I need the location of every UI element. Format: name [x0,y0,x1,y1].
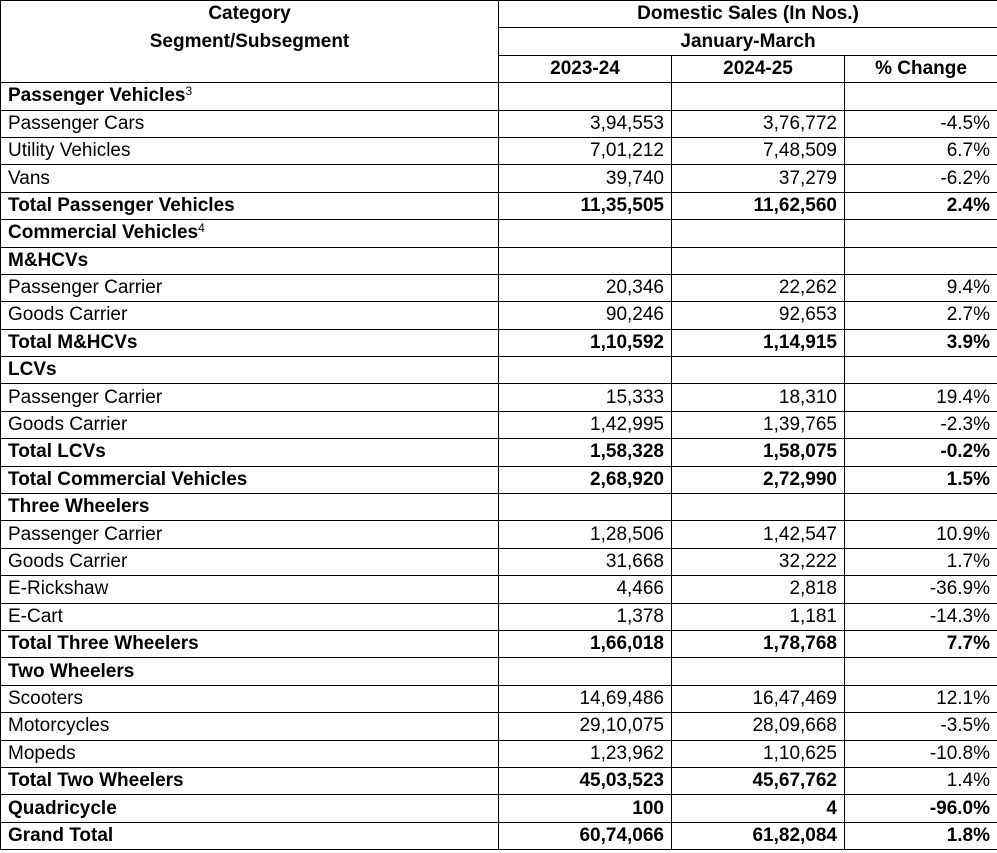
header-row-2 [1,28,997,55]
percent-change: 9.4% [845,274,997,301]
row-label [1,713,499,740]
row-label-text: Goods Carrier [8,551,128,572]
row-label-text: Total Passenger Vehicles [8,194,235,216]
value-2023-24: 90,246 [499,302,672,329]
domestic-sales-header: Domestic Sales (In Nos.) [499,1,997,28]
table-row [1,110,997,137]
row-label [1,767,499,794]
footnote-marker: 3 [185,84,193,99]
table-row [1,220,997,247]
value-2024-25: 1,42,547 [672,521,845,548]
row-label [1,384,499,411]
value-2023-24: 11,35,505 [499,192,672,219]
value-2024-25: 92,653 [672,302,845,329]
table-row [1,521,997,548]
value-2024-25: 1,181 [672,603,845,630]
row-label [1,576,499,603]
value-2024-25 [672,494,845,521]
table-row [1,795,997,822]
header-row-1 [1,1,997,28]
row-label-text: Quadricycle [8,797,117,819]
row-label-text: Passenger Vehicles [8,85,186,107]
value-2023-24: 2,68,920 [499,466,672,493]
value-2023-24: 1,10,592 [499,329,672,356]
value-2024-25: 2,72,990 [672,466,845,493]
value-2023-24: 1,378 [499,603,672,630]
percent-change: -6.2% [845,165,997,192]
row-label [1,685,499,712]
table-row [1,302,997,329]
value-2023-24 [499,83,672,110]
percent-change: 1.8% [845,822,997,849]
value-2023-24: 4,466 [499,576,672,603]
table-row [1,685,997,712]
value-2023-24: 15,333 [499,384,672,411]
value-2023-24: 1,42,995 [499,411,672,438]
value-2023-24: 1,58,328 [499,439,672,466]
table-row [1,603,997,630]
value-2023-24 [499,247,672,274]
value-2023-24: 100 [499,795,672,822]
value-2024-25 [672,83,845,110]
value-2024-25 [672,357,845,384]
table-row [1,658,997,685]
table-row [1,329,997,356]
row-label [1,630,499,657]
row-label-text: M&HCVs [8,249,89,271]
row-label [1,110,499,137]
value-2023-24: 29,10,075 [499,713,672,740]
row-label [1,220,499,247]
row-label [1,822,499,849]
row-label-text: Total Commercial Vehicles [8,468,248,490]
percent-change: -96.0% [845,795,997,822]
value-2024-25: 7,48,509 [672,137,845,164]
table-row [1,274,997,301]
value-2024-25: 37,279 [672,165,845,192]
row-label [1,357,499,384]
percent-change: 2.7% [845,302,997,329]
value-2024-25: 1,58,075 [672,439,845,466]
percent-change [845,247,997,274]
value-2024-25: 1,39,765 [672,411,845,438]
table-row [1,165,997,192]
row-label-text: Goods Carrier [8,304,128,326]
table-row [1,137,997,164]
value-2023-24: 60,74,066 [499,822,672,849]
percent-change [845,220,997,247]
value-2024-25: 61,82,084 [672,822,845,849]
percent-change: -0.2% [845,439,997,466]
value-2024-25: 1,78,768 [672,630,845,657]
value-2023-24: 20,346 [499,274,672,301]
value-2023-24 [499,658,672,685]
row-label-text: Goods Carrier [8,414,128,436]
percent-change: -3.5% [845,713,997,740]
table-row [1,411,997,438]
row-label-text: Total Three Wheelers [8,633,199,655]
percent-change [845,357,997,384]
col-2024-header: 2024-25 [672,55,845,82]
row-label [1,521,499,548]
row-label-text: Utility Vehicles [8,140,131,162]
value-2024-25: 2,818 [672,576,845,603]
row-label-text: Total Two Wheelers [8,770,184,792]
value-2023-24: 14,69,486 [499,685,672,712]
percent-change: 10.9% [845,521,997,548]
row-label-text: Two Wheelers [8,660,135,682]
percent-change: -10.8% [845,740,997,767]
table-row [1,83,997,110]
row-label-text: Grand Total [8,824,114,846]
percent-change: 2.4% [845,192,997,219]
table-row [1,357,997,384]
table-row [1,822,997,849]
row-label-text: Passenger Carrier [8,386,163,408]
segment-header: Segment/Subsegment [1,28,499,55]
value-2024-25 [672,247,845,274]
value-2023-24: 1,23,962 [499,740,672,767]
percent-change: 1.5% [845,466,997,493]
percent-change: 7.7% [845,630,997,657]
row-label [1,83,499,110]
table-row [1,466,997,493]
row-label-text: Mopeds [8,742,76,764]
table-row [1,548,997,575]
percent-change: 1.7% [845,548,997,575]
value-2023-24: 39,740 [499,165,672,192]
table-row [1,247,997,274]
row-label [1,494,499,521]
row-label [1,329,499,356]
row-label [1,247,499,274]
value-2024-25: 32,222 [672,548,845,575]
value-2024-25: 22,262 [672,274,845,301]
percent-change: -14.3% [845,603,997,630]
value-2024-25 [672,220,845,247]
row-label [1,795,499,822]
col-2023-header: 2023-24 [499,55,672,82]
row-label-text: Passenger Carrier [8,277,163,299]
period-header: January-March [499,28,997,55]
row-label-text: Total M&HCVs [8,331,138,353]
table-row [1,576,997,603]
row-label-text: Scooters [8,687,83,709]
row-label-text: Passenger Carrier [8,523,163,545]
percent-change: -36.9% [845,576,997,603]
value-2024-25: 18,310 [672,384,845,411]
category-header: Category [1,1,499,28]
percent-change [845,494,997,521]
row-label [1,411,499,438]
value-2024-25: 28,09,668 [672,713,845,740]
value-2023-24 [499,220,672,247]
value-2024-25: 1,10,625 [672,740,845,767]
value-2023-24: 7,01,212 [499,137,672,164]
table-row [1,192,997,219]
value-2024-25: 11,62,560 [672,192,845,219]
percent-change: 19.4% [845,384,997,411]
value-2024-25: 4 [672,795,845,822]
percent-change: 6.7% [845,137,997,164]
row-label [1,302,499,329]
table-row [1,740,997,767]
row-label [1,439,499,466]
percent-change: -2.3% [845,411,997,438]
row-label [1,137,499,164]
percent-change: 12.1% [845,685,997,712]
row-label [1,740,499,767]
row-label [1,466,499,493]
table-row [1,494,997,521]
value-2024-25: 3,76,772 [672,110,845,137]
header-blank-cell [1,55,499,82]
value-2023-24 [499,357,672,384]
percent-change: -4.5% [845,110,997,137]
value-2023-24: 3,94,553 [499,110,672,137]
row-label-text: LCVs [8,359,57,381]
header-row-3 [1,55,997,82]
value-2023-24: 1,28,506 [499,521,672,548]
footnote-marker: 4 [198,221,205,236]
row-label-text: Three Wheelers [8,496,150,518]
value-2024-25: 16,47,469 [672,685,845,712]
value-2023-24: 31,668 [499,548,672,575]
row-label [1,165,499,192]
value-2023-24 [499,494,672,521]
table-row [1,439,997,466]
col-change-header: % Change [845,55,997,82]
row-label [1,603,499,630]
row-label [1,548,499,575]
value-2023-24: 1,66,018 [499,630,672,657]
row-label-text: Commercial Vehicles [8,222,199,244]
value-2024-25 [672,658,845,685]
row-label-text: Vans [8,167,50,189]
table-body [1,1,997,850]
percent-change [845,83,997,110]
percent-change: 3.9% [845,329,997,356]
row-label-text: Total LCVs [8,441,106,463]
table-row [1,630,997,657]
row-label-text: E-Cart [8,605,63,627]
row-label-text: Passenger Cars [8,112,145,134]
value-2024-25: 1,14,915 [672,329,845,356]
row-label [1,274,499,301]
table-row [1,713,997,740]
value-2024-25: 45,67,762 [672,767,845,794]
row-label [1,658,499,685]
value-2023-24: 45,03,523 [499,767,672,794]
row-label [1,192,499,219]
percent-change [845,658,997,685]
row-label-text: Motorcycles [8,715,110,737]
percent-change: 1.4% [845,767,997,794]
table-row [1,384,997,411]
row-label-text: E-Rickshaw [8,578,109,600]
table-row [1,767,997,794]
